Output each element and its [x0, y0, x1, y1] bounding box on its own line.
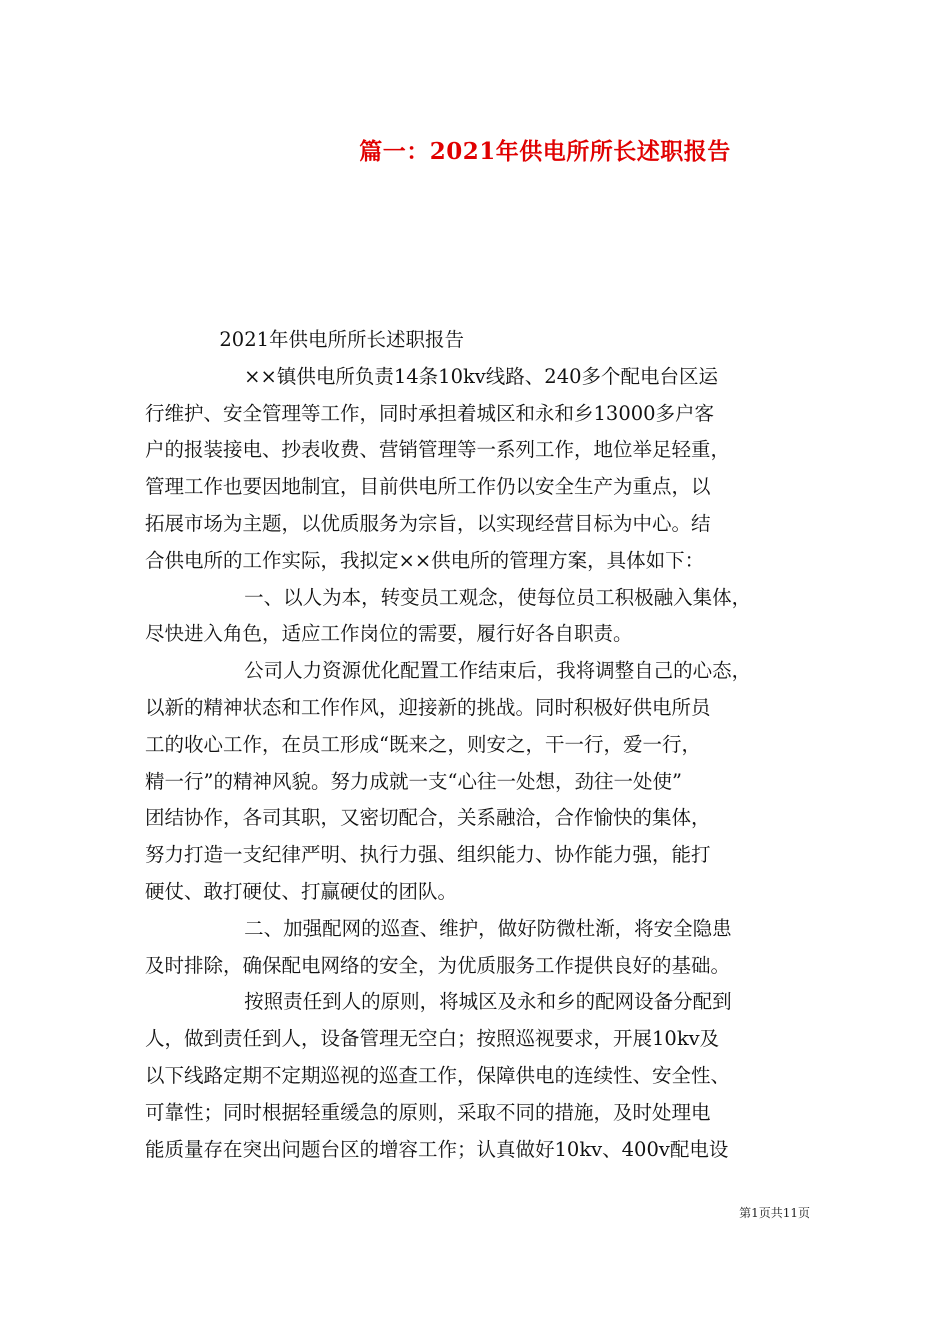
- text-line: 努力打造一支纪律严明、执行力强、组织能力、协作能力强，能打: [145, 843, 711, 867]
- text-line: 一、以人为本，转变员工观念，使每位员工积极融入集体，: [145, 585, 752, 609]
- page-footer: 第1页共11页: [739, 1206, 810, 1220]
- text-line: 精一行”的精神风貌。努力成就一支“心往一处想，劲往一处使”: [145, 769, 682, 793]
- text-line: 工的收心工作，在员工形成“既来之，则安之，干一行，爱一行，: [145, 732, 701, 756]
- text-line: 拓展市场为主题，以优质服务为宗旨，以实现经营目标为中心。结: [145, 511, 711, 535]
- text-line: ××镇供电所负责14条10kv线路、240多个配电台区运: [145, 364, 719, 388]
- text-line: 硬仗、敢打硬仗、打赢硬仗的团队。: [145, 879, 458, 903]
- text-line: 按照责任到人的原则，将城区及永和乡的配网设备分配到: [145, 990, 732, 1014]
- text-line: 以新的精神状态和工作作风，迎接新的挑战。同时积极好供电所员: [145, 695, 711, 719]
- text-line: 人，做到责任到人，设备管理无空白；按照巡视要求，开展10kv及: [145, 1027, 720, 1051]
- text-line: 尽快进入角色，适应工作岗位的需要，履行好各自职责。: [145, 622, 633, 646]
- document-body: [145, 322, 815, 1168]
- text-line: 公司人力资源优化配置工作结束后，我将调整自己的心态，: [145, 659, 752, 683]
- text-line: 以下线路定期不定期巡视的巡查工作，保障供电的连续性、安全性、: [145, 1063, 731, 1087]
- text-line: 合供电所的工作实际，我拟定××供电所的管理方案，具体如下：: [145, 548, 705, 572]
- text-line: 户的报装接电、抄表收费、营销管理等一系列工作，地位举足轻重，: [145, 438, 731, 462]
- text-line: 及时排除，确保配电网络的安全，为优质服务工作提供良好的基础。: [145, 953, 731, 977]
- text-line: 管理工作也要因地制宜，目前供电所工作仍以安全生产为重点，以: [145, 475, 711, 499]
- text-line: 能质量存在突出问题台区的增容工作；认真做好10kv、400v配电设: [145, 1137, 729, 1161]
- page-title: 篇一：2021年供电所所长述职报告: [359, 138, 731, 165]
- text-line: 2021年供电所所长述职报告: [145, 328, 465, 351]
- text-line: 团结协作，各司其职，又密切配合，关系融洽，合作愉快的集体，: [145, 806, 711, 830]
- text-line: 行维护、安全管理等工作，同时承担着城区和永和乡13000多户客: [145, 401, 715, 425]
- text-line: 二、加强配网的巡查、维护，做好防微杜渐，将安全隐患: [145, 916, 732, 940]
- text-line: 可靠性；同时根据轻重缓急的原则，采取不同的措施，及时处理电: [145, 1100, 711, 1124]
